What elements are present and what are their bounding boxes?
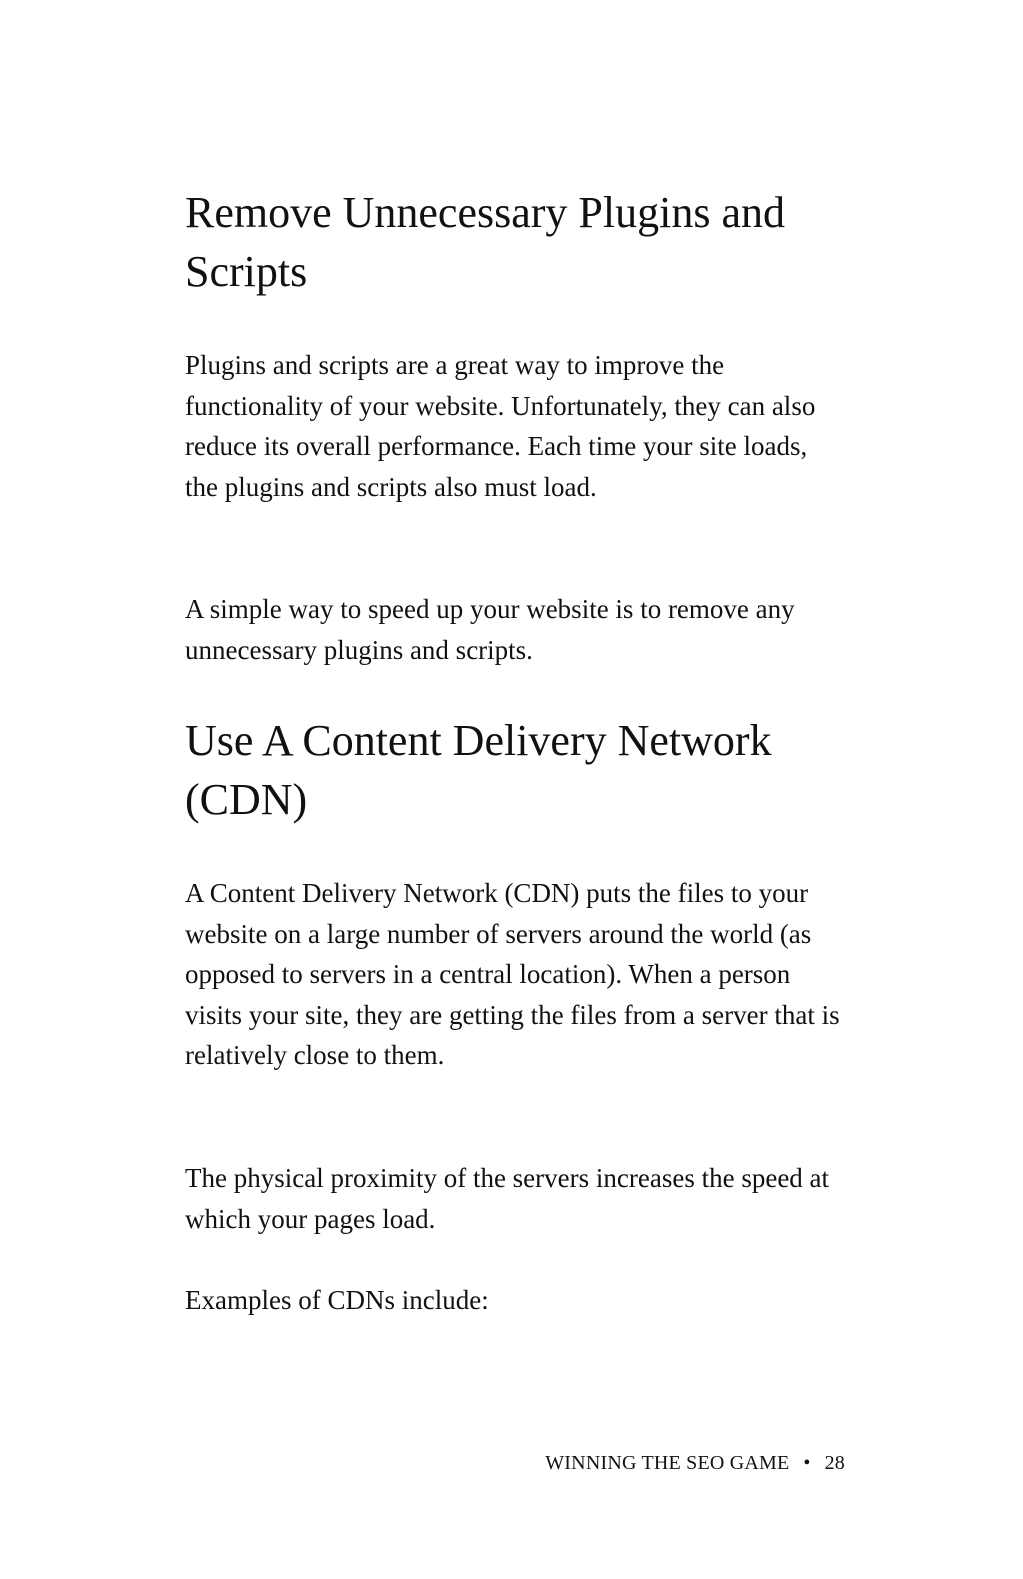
section-heading-plugins: Remove Unnecessary Plugins and Scripts — [185, 188, 785, 296]
footer-book-title: WINNING THE SEO GAME — [545, 1452, 790, 1474]
paragraph-cdn-intro: A Content Delivery Network (CDN) puts the files to your website on a large number of servers around the world (as opposed to servers in a central location). When a person visits your site, they are getting the files from a server that is relatively close to them. — [185, 878, 840, 1070]
paragraph-cdn-examples: Examples of CDNs include: — [185, 1285, 489, 1315]
paragraph-plugins-intro: Plugins and scripts are a great way to improve the functionality of your website. Unfortunately, they can also reduce its overall performance. Each time your site loads, the plugins and scripts also must load. — [185, 350, 816, 502]
section-heading-cdn: Use A Content Delivery Network (CDN) — [185, 716, 772, 824]
page-footer — [545, 1449, 845, 1477]
document-page — [185, 0, 845, 1579]
footer-separator: • — [803, 1452, 811, 1474]
paragraph-plugins-tip: A simple way to speed up your website is to remove any unnecessary plugins and scripts. — [185, 594, 795, 665]
footer-page-number: 28 — [824, 1452, 845, 1474]
paragraph-cdn-proximity: The physical proximity of the servers increases the speed at which your pages load. — [185, 1163, 830, 1234]
